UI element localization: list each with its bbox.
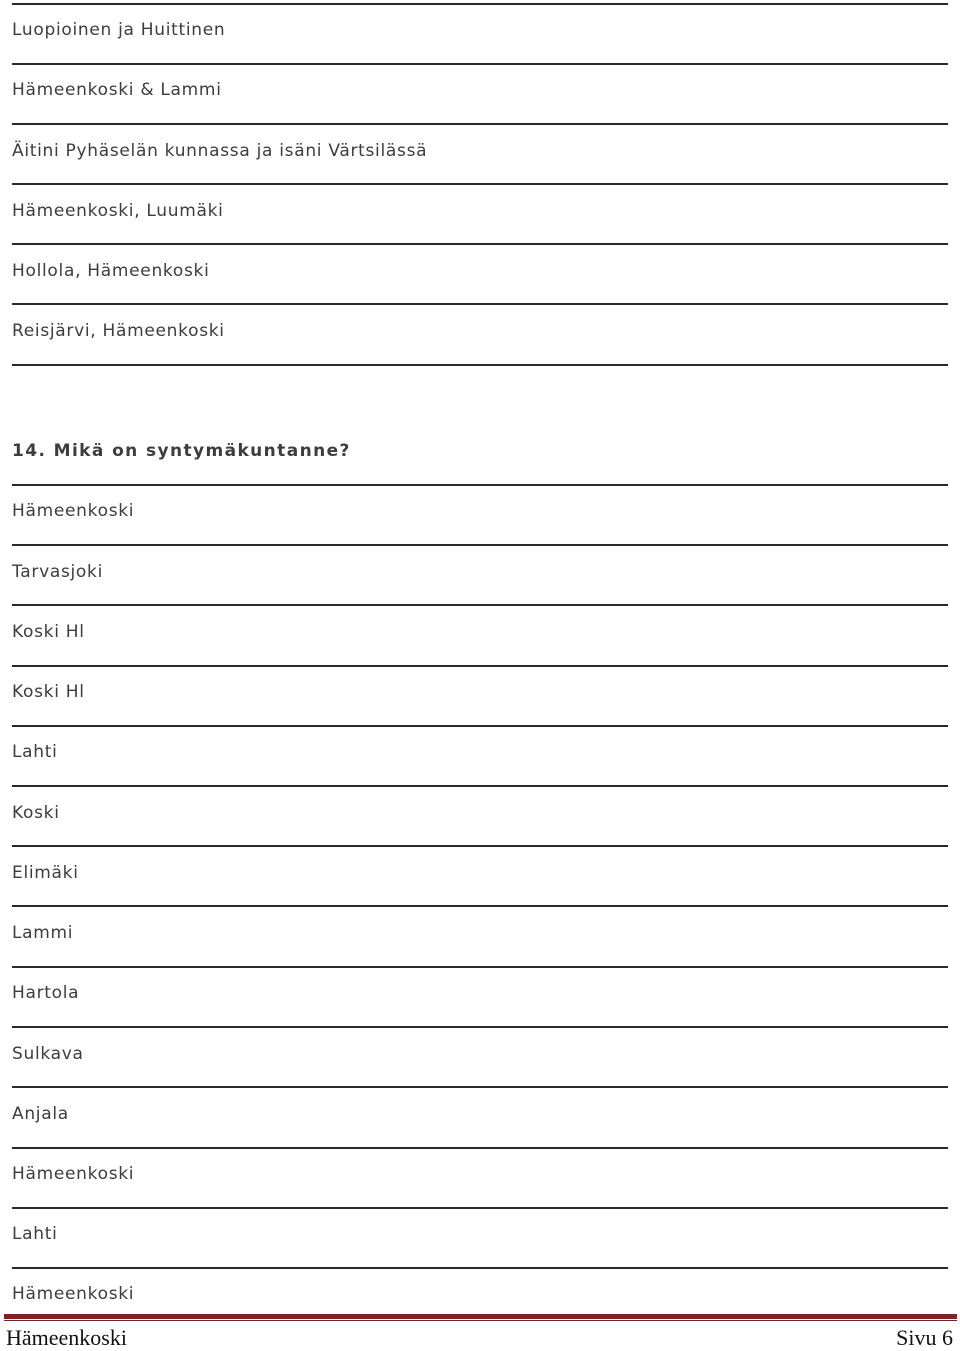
answer-item: Sulkava <box>12 1044 84 1064</box>
divider <box>12 364 948 366</box>
answer-item: Lammi <box>12 923 74 943</box>
answer-item: Lahti <box>12 742 58 762</box>
answer-item: Koski Hl <box>12 682 85 702</box>
question-title: 14. Mikä on syntymäkuntanne? <box>12 441 351 461</box>
divider <box>12 243 948 245</box>
answer-item: Koski Hl <box>12 622 85 642</box>
answer-item: Hämeenkoski <box>12 501 135 521</box>
divider <box>12 1147 948 1149</box>
divider <box>12 1207 948 1209</box>
answer-item: Hämeenkoski <box>12 1284 135 1304</box>
divider <box>12 63 948 65</box>
divider <box>12 905 948 907</box>
divider <box>12 604 948 606</box>
divider <box>12 785 948 787</box>
divider <box>12 966 948 968</box>
divider <box>12 665 948 667</box>
answer-item: Lahti <box>12 1224 58 1244</box>
divider <box>12 544 948 546</box>
previous-answer: Hämeenkoski & Lammi <box>12 80 222 100</box>
answer-item: Hartola <box>12 983 80 1003</box>
answer-item: Koski <box>12 803 60 823</box>
previous-answer: Äitini Pyhäselän kunnassa ja isäni Värtsilässä <box>12 141 428 161</box>
divider <box>12 484 948 486</box>
answer-item: Anjala <box>12 1104 69 1124</box>
footer-rule-thin <box>4 1320 957 1321</box>
divider <box>12 183 948 185</box>
answer-item: Tarvasjoki <box>12 562 104 582</box>
page-number: Sivu 6 <box>896 1325 953 1350</box>
divider <box>12 845 948 847</box>
divider <box>12 1267 948 1269</box>
previous-answer: Hollola, Hämeenkoski <box>12 261 210 281</box>
divider <box>12 123 948 125</box>
divider <box>12 1026 948 1028</box>
previous-answer: Luopioinen ja Huittinen <box>12 20 226 40</box>
footer-rule <box>4 1314 957 1319</box>
footer-title: Hämeenkoski <box>6 1325 127 1350</box>
previous-answer: Hämeenkoski, Luumäki <box>12 201 224 221</box>
divider <box>12 1086 948 1088</box>
divider <box>12 303 948 305</box>
answer-item: Elimäki <box>12 863 79 883</box>
divider <box>12 725 948 727</box>
answer-item: Hämeenkoski <box>12 1164 135 1184</box>
previous-answer: Reisjärvi, Hämeenkoski <box>12 321 225 341</box>
divider <box>12 3 948 5</box>
